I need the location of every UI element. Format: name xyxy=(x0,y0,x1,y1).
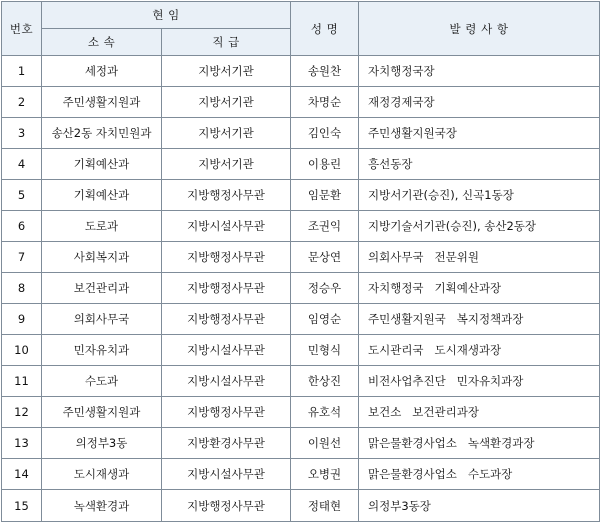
row-rank-cell: 지방행정사무관 xyxy=(162,180,291,211)
row-rank-cell: 지방행정사무관 xyxy=(162,397,291,428)
row-rank-cell: 지방시설사무관 xyxy=(162,459,291,490)
row-name-cell: 이용린 xyxy=(291,149,359,180)
row-appointment-cell: 재정경제국장 xyxy=(359,87,600,118)
table-row xyxy=(2,490,600,522)
row-appointment-cell: 도시관리국 도시재생과장 xyxy=(359,335,600,366)
table-row xyxy=(2,304,600,335)
row-affiliation-cell: 보건관리과 xyxy=(42,273,162,304)
row-name-cell: 정태현 xyxy=(291,490,359,522)
table-row xyxy=(2,211,600,242)
row-name-cell: 민형식 xyxy=(291,335,359,366)
header-name: 성 명 xyxy=(291,2,359,56)
row-name-cell: 오병권 xyxy=(291,459,359,490)
table-row xyxy=(2,180,600,211)
row-appointment-cell: 비전사업추진단 민자유치과장 xyxy=(359,366,600,397)
header-rank: 직 급 xyxy=(162,29,291,56)
row-rank-cell: 지방시설사무관 xyxy=(162,366,291,397)
table-row xyxy=(2,273,600,304)
row-rank-cell: 지방환경사무관 xyxy=(162,428,291,459)
row-appointment-cell: 맑은물환경사업소 녹색환경과장 xyxy=(359,428,600,459)
row-rank-cell: 지방서기관 xyxy=(162,56,291,87)
appointment-table xyxy=(1,1,600,522)
row-affiliation-cell: 사회복지과 xyxy=(42,242,162,273)
row-affiliation-cell: 송산2동 자치민원과 xyxy=(42,118,162,149)
row-rank-cell: 지방시설사무관 xyxy=(162,211,291,242)
row-name-cell: 유호석 xyxy=(291,397,359,428)
row-appointment-cell: 흥선동장 xyxy=(359,149,600,180)
row-name-cell: 정승우 xyxy=(291,273,359,304)
row-number-cell: 6 xyxy=(2,211,42,242)
row-name-cell: 송원찬 xyxy=(291,56,359,87)
table-row xyxy=(2,56,600,87)
table-header xyxy=(2,2,600,56)
row-number-cell: 10 xyxy=(2,335,42,366)
row-number-cell: 9 xyxy=(2,304,42,335)
table-row xyxy=(2,149,600,180)
table-row xyxy=(2,459,600,490)
row-affiliation-cell: 의정부3동 xyxy=(42,428,162,459)
row-appointment-cell: 주민생활지원국 복지정책과장 xyxy=(359,304,600,335)
table-row xyxy=(2,428,600,459)
row-name-cell: 차명순 xyxy=(291,87,359,118)
row-rank-cell: 지방서기관 xyxy=(162,149,291,180)
table-row xyxy=(2,397,600,428)
table-row xyxy=(2,242,600,273)
row-rank-cell: 지방서기관 xyxy=(162,87,291,118)
row-affiliation-cell: 기획예산과 xyxy=(42,149,162,180)
row-affiliation-cell: 세정과 xyxy=(42,56,162,87)
row-appointment-cell: 자치행정국장 xyxy=(359,56,600,87)
row-affiliation-cell: 녹색환경과 xyxy=(42,490,162,522)
row-affiliation-cell: 민자유치과 xyxy=(42,335,162,366)
row-appointment-cell: 지방서기관(승진), 신곡1동장 xyxy=(359,180,600,211)
row-name-cell: 임영순 xyxy=(291,304,359,335)
row-number-cell: 8 xyxy=(2,273,42,304)
header-affiliation: 소 속 xyxy=(42,29,162,56)
row-number-cell: 13 xyxy=(2,428,42,459)
row-affiliation-cell: 주민생활지원과 xyxy=(42,87,162,118)
table-body xyxy=(2,56,600,522)
row-name-cell: 문상연 xyxy=(291,242,359,273)
row-rank-cell: 지방시설사무관 xyxy=(162,335,291,366)
row-rank-cell: 지방행정사무관 xyxy=(162,304,291,335)
row-number-cell: 14 xyxy=(2,459,42,490)
row-appointment-cell: 의회사무국 전문위원 xyxy=(359,242,600,273)
row-affiliation-cell: 도로과 xyxy=(42,211,162,242)
header-number: 번호 xyxy=(2,2,42,56)
row-appointment-cell: 주민생활지원국장 xyxy=(359,118,600,149)
table-row xyxy=(2,366,600,397)
row-affiliation-cell: 의회사무국 xyxy=(42,304,162,335)
row-affiliation-cell: 도시재생과 xyxy=(42,459,162,490)
row-name-cell: 한상진 xyxy=(291,366,359,397)
row-rank-cell: 지방행정사무관 xyxy=(162,242,291,273)
row-affiliation-cell: 기획예산과 xyxy=(42,180,162,211)
header-appointment: 발 령 사 항 xyxy=(359,2,600,56)
row-name-cell: 이원선 xyxy=(291,428,359,459)
row-name-cell: 임문환 xyxy=(291,180,359,211)
table-row xyxy=(2,87,600,118)
row-number-cell: 7 xyxy=(2,242,42,273)
row-appointment-cell: 보건소 보건관리과장 xyxy=(359,397,600,428)
row-number-cell: 4 xyxy=(2,149,42,180)
row-rank-cell: 지방서기관 xyxy=(162,118,291,149)
row-name-cell: 조권익 xyxy=(291,211,359,242)
row-number-cell: 11 xyxy=(2,366,42,397)
table-row xyxy=(2,118,600,149)
header-current-post: 현 임 xyxy=(42,2,291,29)
row-number-cell: 5 xyxy=(2,180,42,211)
row-number-cell: 2 xyxy=(2,87,42,118)
row-appointment-cell: 의정부3동장 xyxy=(359,490,600,522)
row-rank-cell: 지방행정사무관 xyxy=(162,490,291,522)
row-rank-cell: 지방행정사무관 xyxy=(162,273,291,304)
row-appointment-cell: 지방기술서기관(승진), 송산2동장 xyxy=(359,211,600,242)
row-number-cell: 12 xyxy=(2,397,42,428)
row-appointment-cell: 맑은물환경사업소 수도과장 xyxy=(359,459,600,490)
row-affiliation-cell: 주민생활지원과 xyxy=(42,397,162,428)
row-affiliation-cell: 수도과 xyxy=(42,366,162,397)
row-name-cell: 김인숙 xyxy=(291,118,359,149)
row-appointment-cell: 자치행정국 기획예산과장 xyxy=(359,273,600,304)
row-number-cell: 3 xyxy=(2,118,42,149)
table-row xyxy=(2,335,600,366)
row-number-cell: 1 xyxy=(2,56,42,87)
row-number-cell: 15 xyxy=(2,490,42,522)
